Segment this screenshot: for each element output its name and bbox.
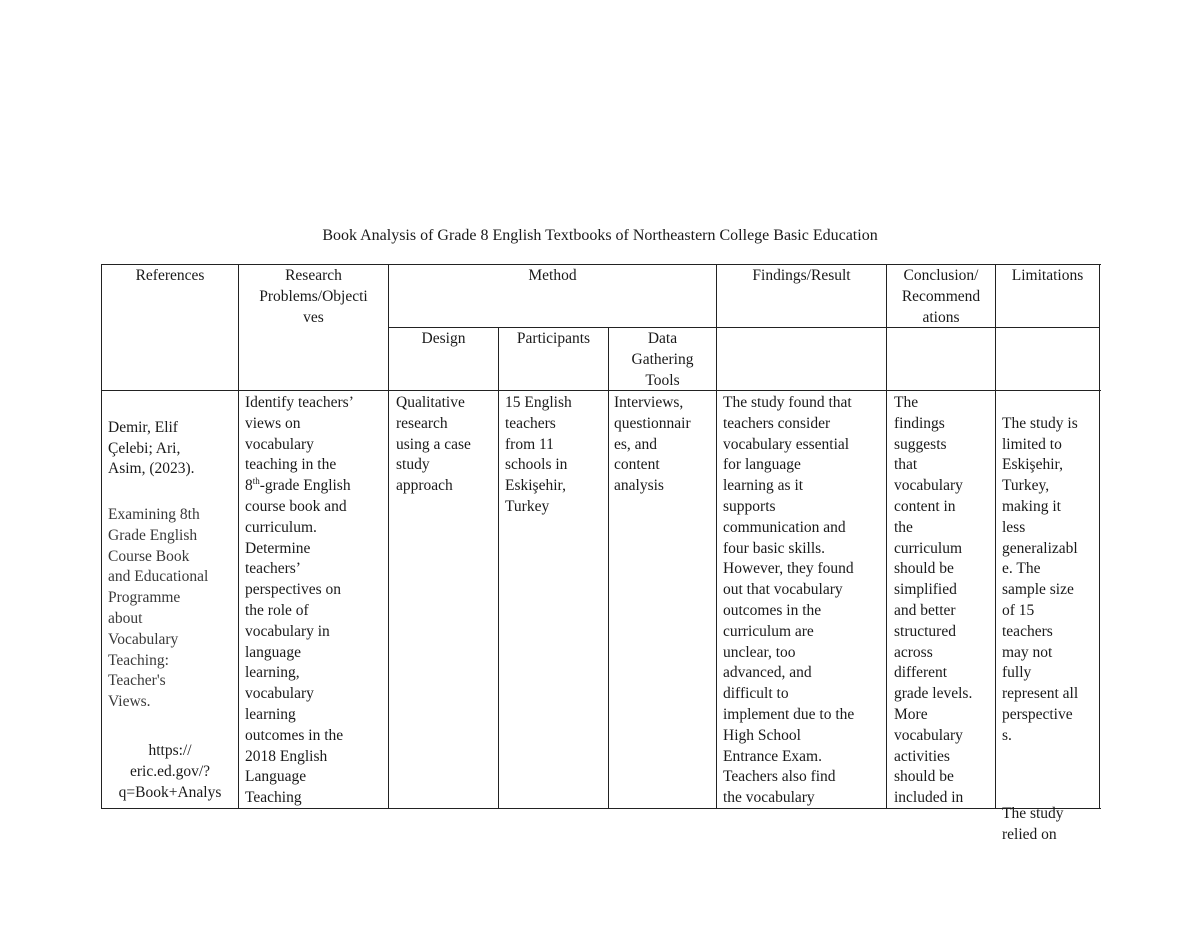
header-participants: Participants [516, 330, 591, 347]
table-divider [498, 327, 499, 808]
research-text-b: -grade English course book and curriculum. Determine teachers’ perspectives on the role of vocabulary in language learning, vocabulary learning outcomes in the 2018 English Language Teaching [245, 477, 351, 807]
cell-design: Qualitative research using a case study approach [396, 394, 471, 495]
table-divider [995, 264, 996, 808]
cell-data-gathering-tools: Interviews, questionnair es, and content analysis [614, 394, 691, 495]
cell-conclusion: The findings suggests that vocabulary content in the curriculum should be simplified and better structured across different grade levels. More vocabulary activities should be included in [894, 394, 973, 807]
table-divider [101, 390, 1101, 391]
header-design: Design [421, 330, 466, 347]
cell-references [108, 397, 236, 797]
header-references: References [135, 267, 205, 284]
header-research-problems: Research Problems/Objecti ves [259, 267, 368, 326]
research-text-a: Identify teachers’ views on vocabulary teaching in the 8 [245, 394, 354, 495]
table-divider [886, 264, 887, 808]
limitations-text-a: The study is limited to Eskişehir, Turkey, making it less generalizabl e. The sample size of 15 teachers may not fully represent all perspective s. [1002, 414, 1079, 744]
ref-url: https:// eric.ed.gov/? q=Book+Analys [118, 742, 222, 801]
ref-title: Examining 8th Grade English Course Book and Educational Programme about Vocabulary Teaching: Teacher's Views. [108, 505, 209, 711]
limitations-text-b: The study relied on [1002, 805, 1064, 844]
ref-authors: Demir, Elif Çelebi; Ari, Asim, (2023). [108, 418, 195, 478]
header-method: Method [528, 267, 577, 284]
cell-limitations [1002, 393, 1099, 844]
header-data-gathering-tools: Data Gathering Tools [631, 330, 694, 389]
table-border-right [1099, 264, 1100, 808]
header-findings: Findings/Result [752, 267, 851, 284]
table-border-top [101, 264, 1101, 265]
cell-findings: The study found that teachers consider vocabulary essential for language learning as it supports communication and four basic skills. However, they found out that vocabulary outcomes in the curriculum are unclear, too advanced, and difficult to implement due to the High School Entrance Exam. Teachers also find the vocabulary [723, 394, 855, 807]
table-border-left [101, 264, 102, 808]
page-title: Book Analysis of Grade 8 English Textbooks of Northeastern College Basic Education [322, 227, 878, 244]
table-divider [388, 264, 389, 808]
literature-table [101, 264, 1101, 844]
table-divider [608, 327, 609, 808]
table-divider [716, 264, 717, 808]
cell-participants: 15 English teachers from 11 schools in Eskişehir, Turkey [505, 394, 572, 515]
research-superscript: th [252, 476, 260, 487]
header-conclusion: Conclusion/ Recommend ations [901, 267, 981, 326]
table-divider [238, 264, 239, 808]
header-limitations: Limitations [1011, 267, 1084, 284]
cell-research-problems [245, 393, 385, 807]
